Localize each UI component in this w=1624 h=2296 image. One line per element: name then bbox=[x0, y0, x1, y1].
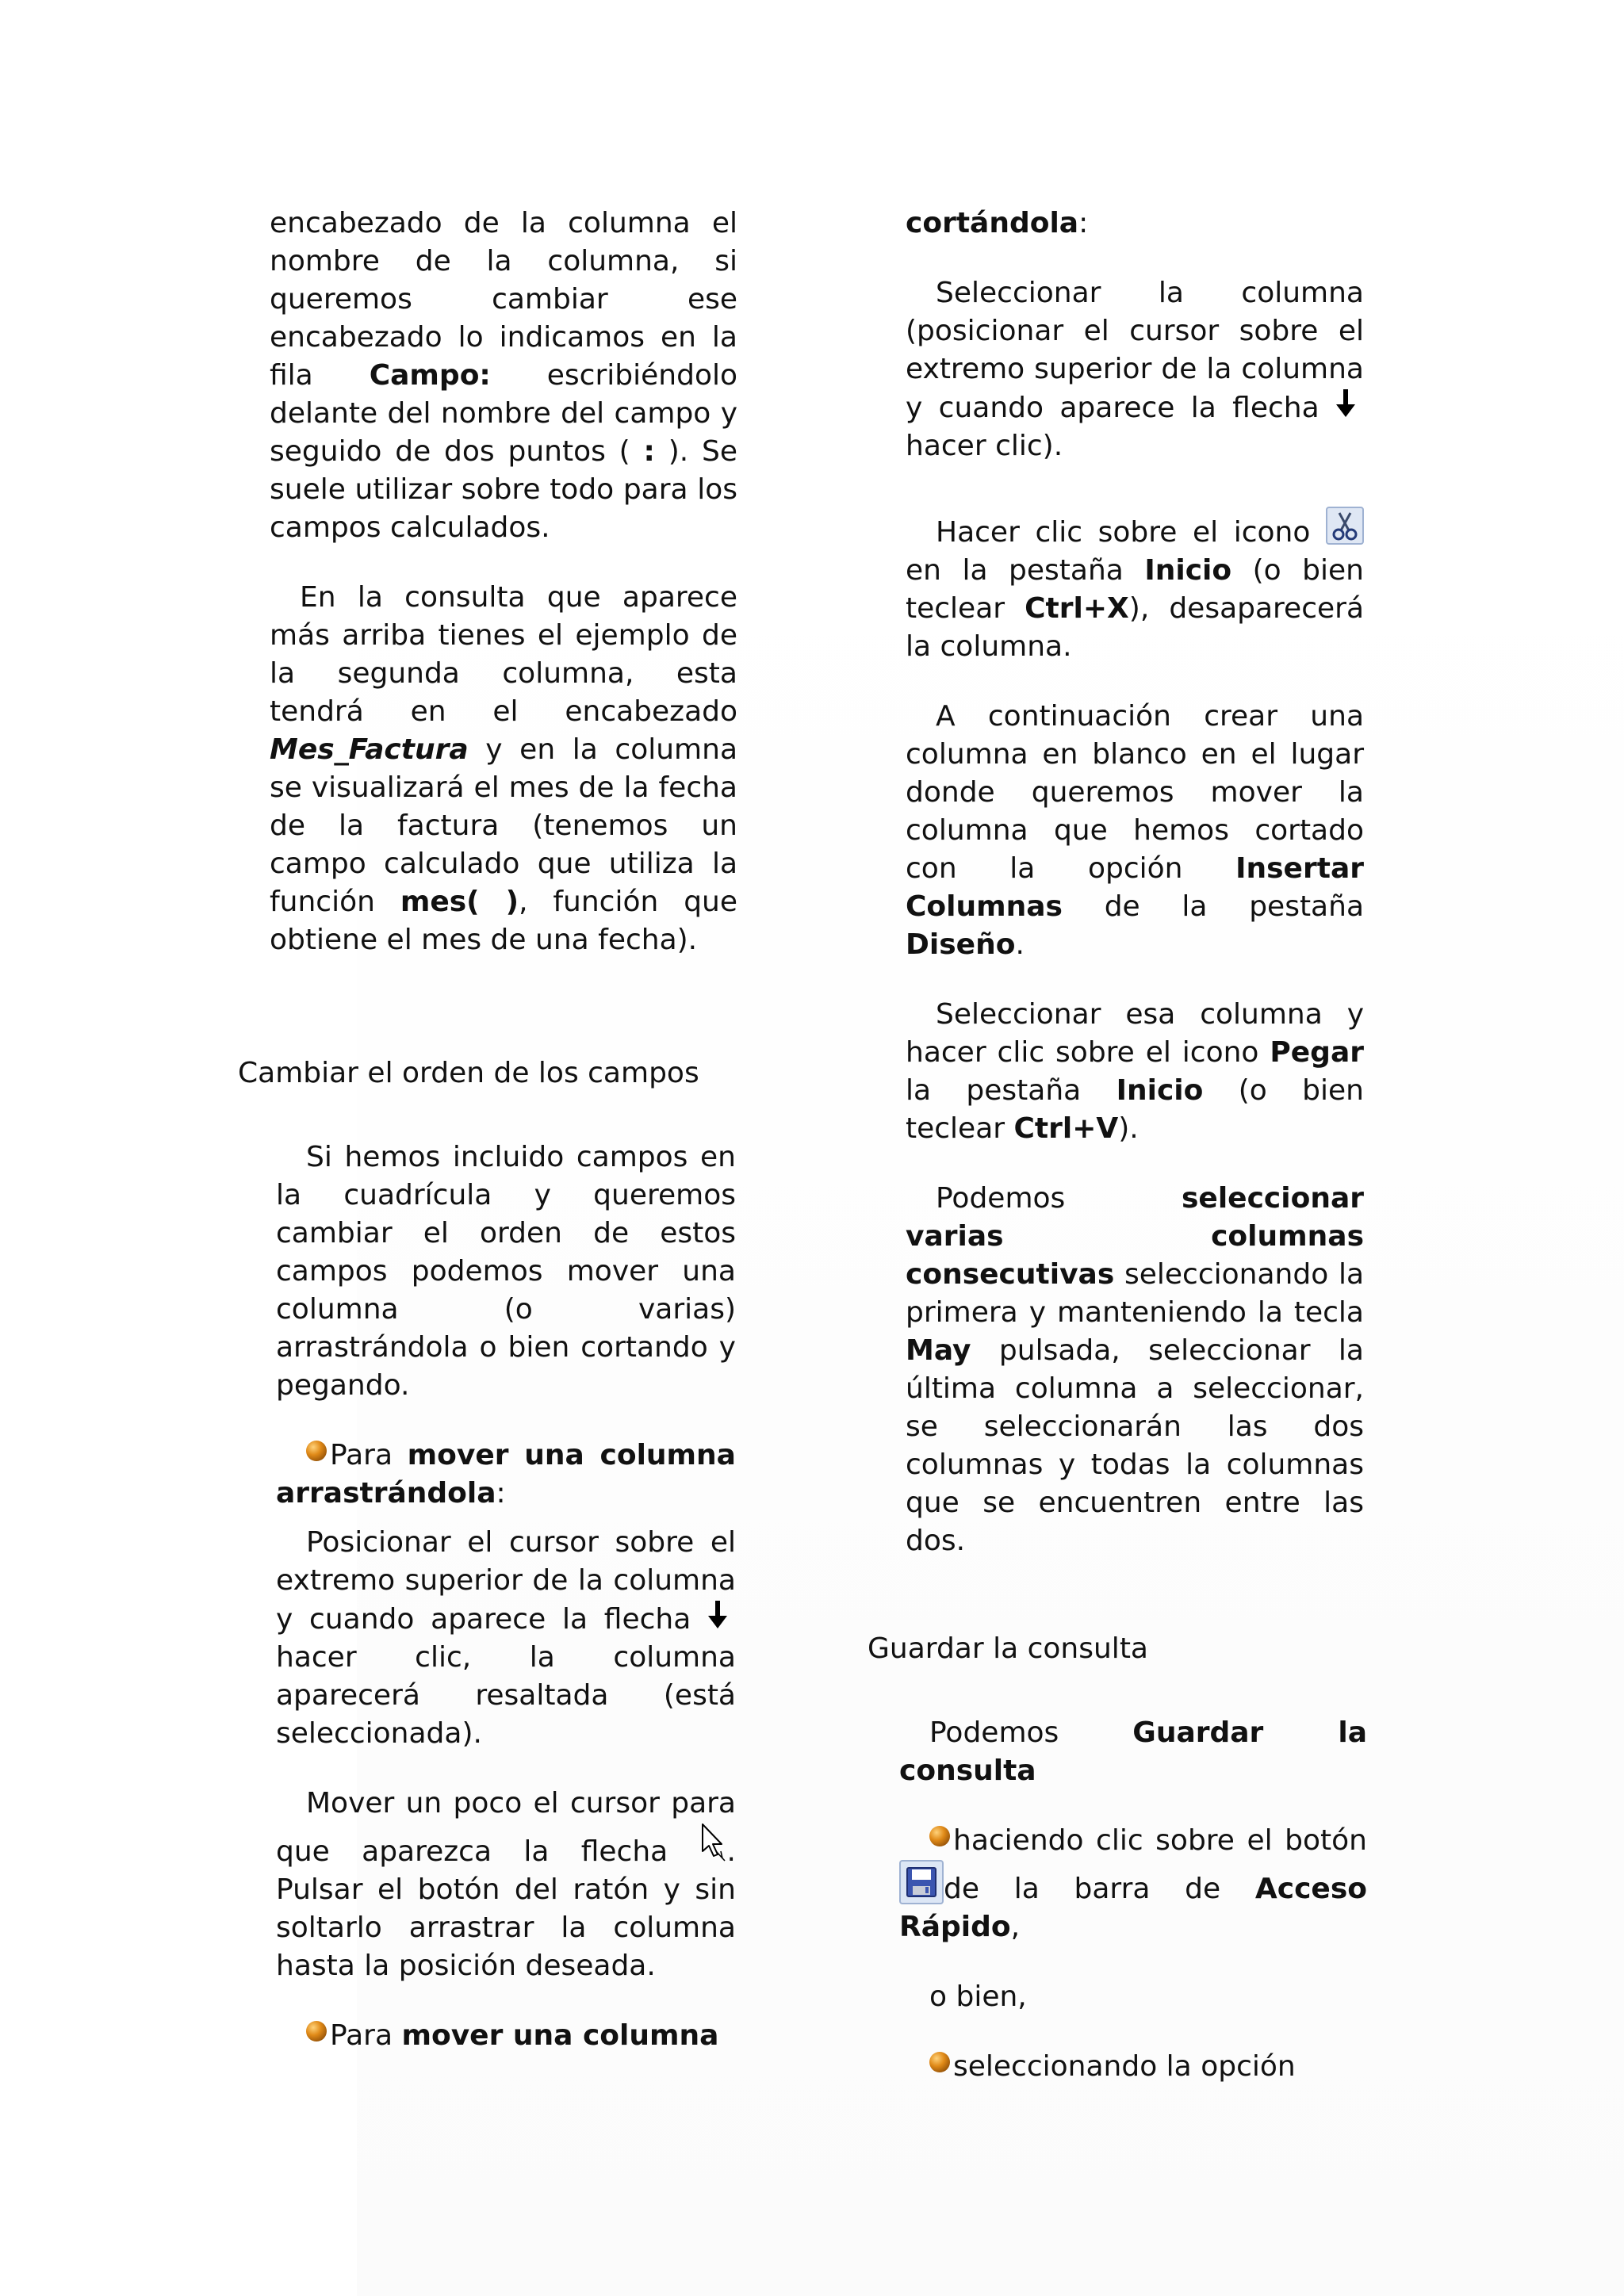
scissors-cut-icon bbox=[1326, 507, 1364, 545]
paragraph-guardar: Podemos Guardar la consulta bbox=[899, 1716, 1367, 1787]
bullet-icon bbox=[306, 1441, 327, 1461]
paragraph-mover-cursor: Mover un poco el cursor para que aparezca la flecha . Pulsar el botón del ratón y sin soltarlo arrastrar la columna hasta la posición deseada. bbox=[276, 1787, 736, 1982]
right-column-bottom bbox=[899, 1714, 1367, 2086]
paragraph-insertar-columnas: A continuación crear una columna en blanco en el lugar donde queremos mover la columna que hemos cortado con la opción Insertar Columnas de la pestaña Diseño. bbox=[906, 700, 1364, 961]
right-column-top bbox=[906, 205, 1364, 1560]
left-column-top bbox=[270, 205, 737, 959]
section-heading-cambiar-orden: Cambiar el orden de los campos bbox=[238, 1057, 699, 1089]
down-arrow-icon bbox=[1335, 388, 1356, 419]
left-column-bottom bbox=[276, 1138, 736, 2055]
bullet-icon bbox=[929, 2052, 950, 2072]
bullet-icon bbox=[306, 2021, 327, 2042]
save-floppy-icon bbox=[899, 1860, 944, 1904]
bullet-mover-arrastrandola: Para mover una columna arrastrándola: bbox=[276, 1439, 736, 1510]
paragraph-icono-cortar: Hacer clic sobre el icono en la pestaña Inicio (o bien teclear Ctrl+X), desaparecerá la columna. bbox=[906, 507, 1364, 666]
paragraph-o-bien: o bien, bbox=[929, 1980, 1027, 2013]
paragraph-mes-factura: En la consulta que aparece más arriba tienes el ejemplo de la segunda columna, esta tendrá en el encabezado Mes_Factura y en la columna se visualizará el mes de la fecha de la factura (tenemos un campo calculado que utiliza la función mes( ), función que obtiene el mes de una fecha). bbox=[270, 581, 738, 956]
paragraph-posicionar-cursor: Posicionar el cursor sobre el extremo superior de la columna y cuando aparece la flecha hacer clic, la columna aparecerá resaltada (está seleccionada). bbox=[276, 1526, 736, 1750]
down-arrow-icon bbox=[707, 1600, 728, 1630]
move-cursor-icon bbox=[700, 1823, 727, 1864]
paragraph-seleccionar-columna: Seleccionar la columna (posicionar el cursor sobre el extremo superior de la columna y cuando aparece la flecha hacer clic). bbox=[906, 277, 1364, 462]
paragraph-incluido-campos: Si hemos incluido campos en la cuadrícula y queremos cambiar el orden de estos campos podemos mover una columna (o varias) arrastrándola o bien cortando y pegando. bbox=[276, 1141, 736, 1402]
paragraph-pegar: Seleccionar esa columna y hacer clic sobre el icono Pegar la pestaña Inicio (o bien teclear Ctrl+V). bbox=[906, 998, 1364, 1145]
bullet-haciendo-clic: haciendo clic sobre el botón de la barra de Acceso Rápido, bbox=[899, 1824, 1367, 1943]
bullet-seleccionando-opcion: seleccionando la opción bbox=[899, 2048, 1367, 2086]
paragraph-campo: encabezado de la columna el nombre de la columna, si queremos cambiar ese encabezado lo indicamos en la fila Campo: escribiéndolo delante del nombre del campo y seguido de dos puntos ( : ). Se suele utilizar sobre todo para los campos calculados. bbox=[270, 207, 738, 544]
section-heading-guardar-consulta: Guardar la consulta bbox=[868, 1632, 1148, 1665]
paragraph-cortandola: cortándola: bbox=[906, 207, 1089, 239]
bullet-mover-columna: Para mover una columna bbox=[276, 2017, 736, 2055]
bullet-icon bbox=[929, 1826, 950, 1846]
paragraph-varias-columnas: Podemos seleccionar varias columnas consecutivas seleccionando la primera y manteniendo la tecla May pulsada, seleccionar la última columna a seleccionar, se seleccionarán las dos columnas y todas la columnas que se encuentren entre las dos. bbox=[906, 1182, 1364, 1557]
